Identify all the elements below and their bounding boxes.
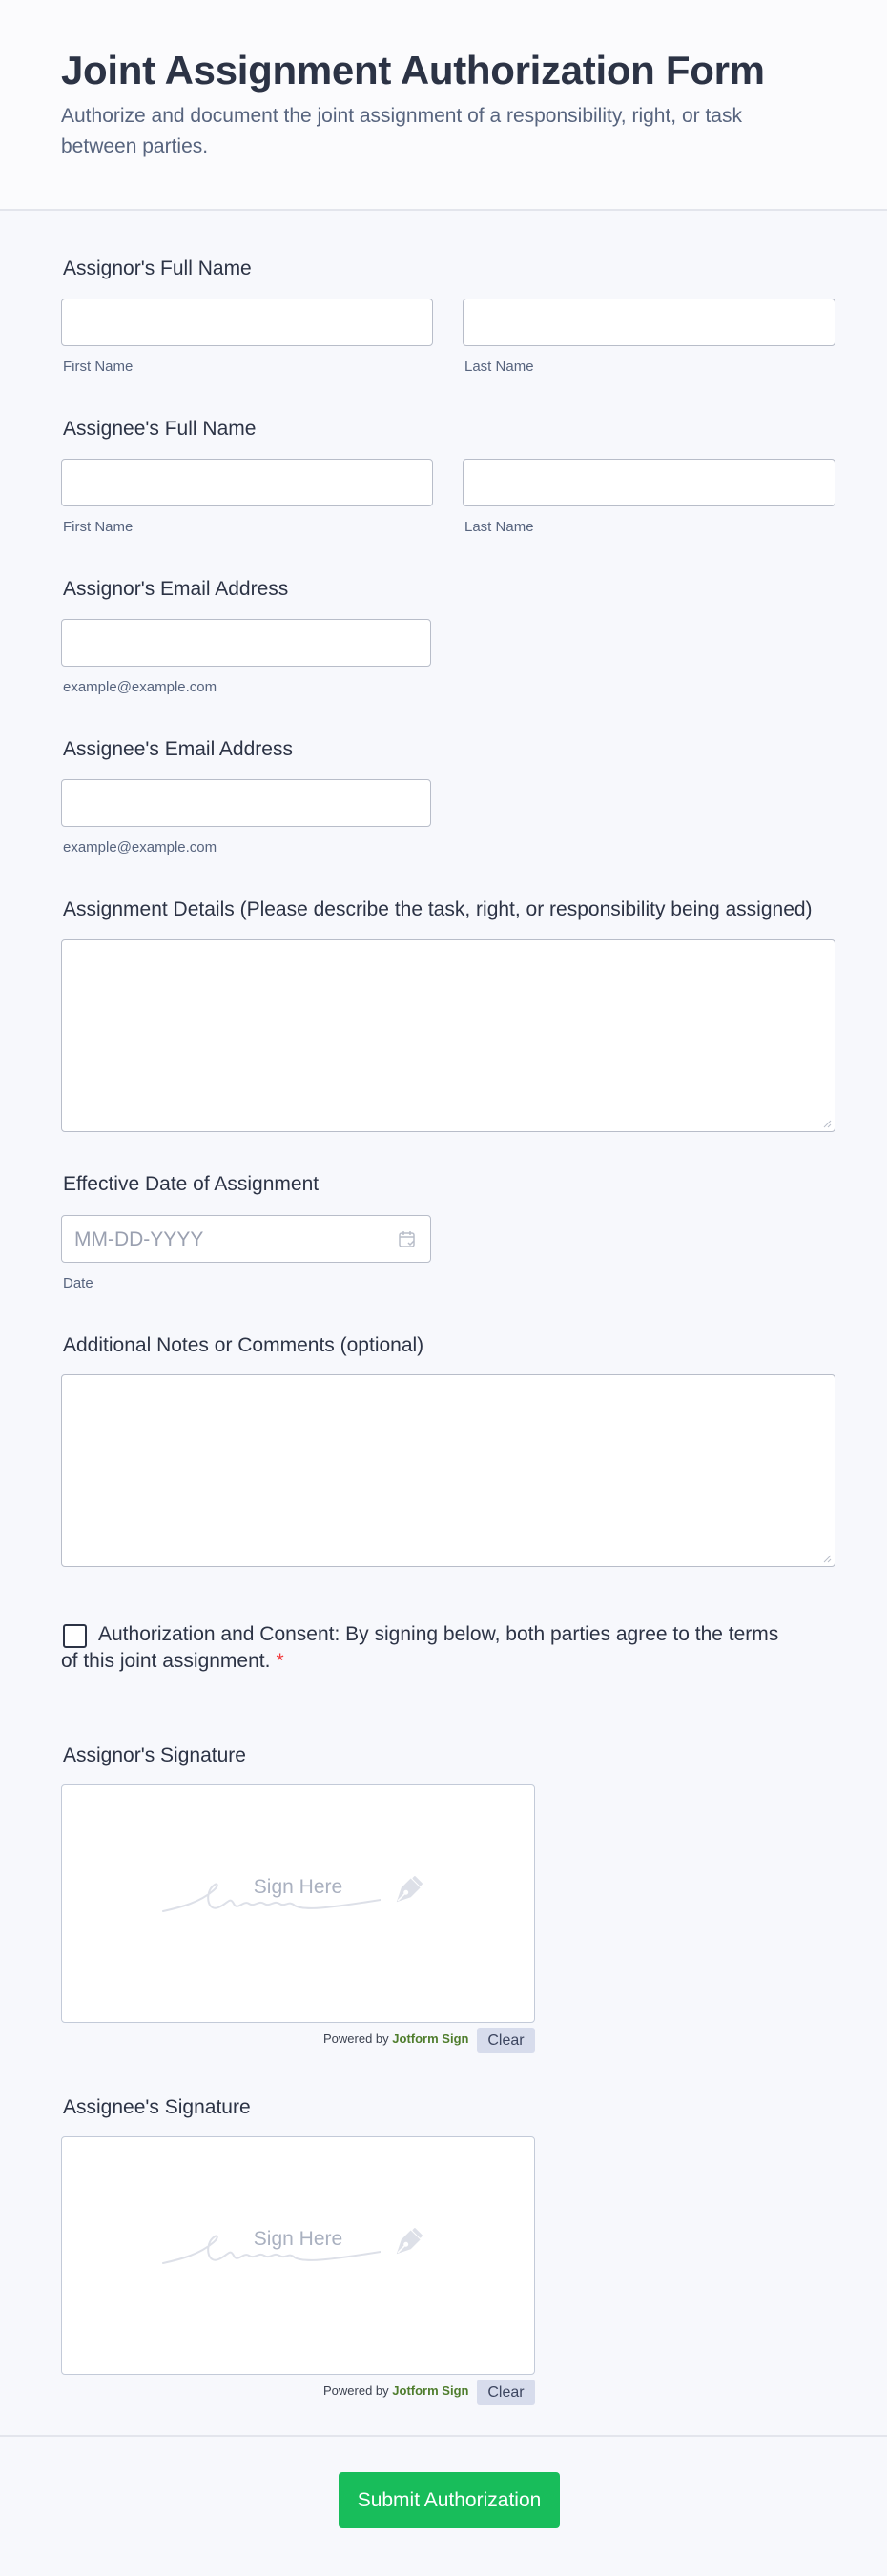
- assignee-last-name-sublabel: Last Name: [464, 519, 534, 535]
- assignor-email-label: Assignor's Email Address: [63, 578, 289, 600]
- assignee-email-input[interactable]: [61, 779, 431, 827]
- assignee-signature-pad[interactable]: [61, 2136, 535, 2375]
- page-subtitle: Authorize and document the joint assignment of a responsibility, right, or task between parties.: [61, 105, 742, 157]
- form-header: [0, 0, 887, 211]
- assignor-signature-label: Assignor's Signature: [63, 1744, 246, 1766]
- jotform-sign-brand: Jotform Sign: [392, 2031, 469, 2046]
- assignee-signature-clear-button[interactable]: Clear: [477, 2380, 535, 2405]
- sign-here-text: Sign Here: [253, 2228, 343, 2250]
- effective-date-input[interactable]: [61, 1215, 431, 1263]
- assignor-name-label: Assignor's Full Name: [63, 258, 252, 279]
- assignee-name-label: Assignee's Full Name: [63, 418, 257, 440]
- assignee-email-sublabel: example@example.com: [63, 839, 217, 855]
- consent-label: [61, 1621, 786, 1675]
- assignee-first-name-input[interactable]: [61, 459, 433, 506]
- assignor-last-name-sublabel: Last Name: [464, 359, 534, 375]
- pen-nib-icon: [385, 2225, 425, 2265]
- powered-by-text: Powered by: [323, 2031, 389, 2046]
- consent-text: Authorization and Consent: By signing below, both parties agree to the terms of this joint assignment.: [61, 1623, 779, 1672]
- assignor-signature-clear-button[interactable]: Clear: [477, 2028, 535, 2053]
- assignor-first-name-sublabel: First Name: [63, 359, 134, 375]
- required-star: *: [276, 1650, 284, 1672]
- assignor-signature-pad[interactable]: [61, 1784, 535, 2023]
- submit-button[interactable]: Submit Authorization: [339, 2472, 560, 2528]
- signature-scribble-icon: [161, 2231, 381, 2269]
- page-title: Joint Assignment Authorization Form: [61, 48, 765, 93]
- assignor-first-name-input[interactable]: [61, 299, 433, 346]
- resize-grip-icon[interactable]: [822, 1554, 832, 1563]
- assignor-last-name-input[interactable]: [463, 299, 835, 346]
- assignment-details-textarea[interactable]: [61, 939, 835, 1132]
- signature-scribble-icon: [161, 1879, 381, 1917]
- date-placeholder: MM-DD-YYYY: [74, 1228, 204, 1250]
- assignee-first-name-sublabel: First Name: [63, 519, 134, 535]
- powered-by-text: Powered by: [323, 2383, 389, 2398]
- calendar-icon[interactable]: [398, 1229, 417, 1248]
- powered-by-label: [323, 2031, 468, 2046]
- sign-here-text: Sign Here: [253, 1876, 343, 1898]
- footer-divider: [0, 2435, 887, 2437]
- assignee-last-name-input[interactable]: [463, 459, 835, 506]
- assignor-email-sublabel: example@example.com: [63, 679, 217, 695]
- assignment-details-label: Assignment Details (Please describe the task, right, or responsibility being assigned): [63, 898, 813, 920]
- powered-by-label: [323, 2383, 468, 2398]
- assignor-email-input[interactable]: [61, 619, 431, 667]
- notes-label: Additional Notes or Comments (optional): [63, 1334, 424, 1356]
- assignee-email-label: Assignee's Email Address: [63, 738, 293, 760]
- pen-nib-icon: [385, 1873, 425, 1913]
- resize-grip-icon[interactable]: [822, 1119, 832, 1128]
- effective-date-sublabel: Date: [63, 1275, 93, 1291]
- effective-date-label: Effective Date of Assignment: [63, 1173, 320, 1195]
- notes-textarea[interactable]: [61, 1374, 835, 1567]
- assignee-signature-label: Assignee's Signature: [63, 2096, 251, 2118]
- jotform-sign-brand: Jotform Sign: [392, 2383, 469, 2398]
